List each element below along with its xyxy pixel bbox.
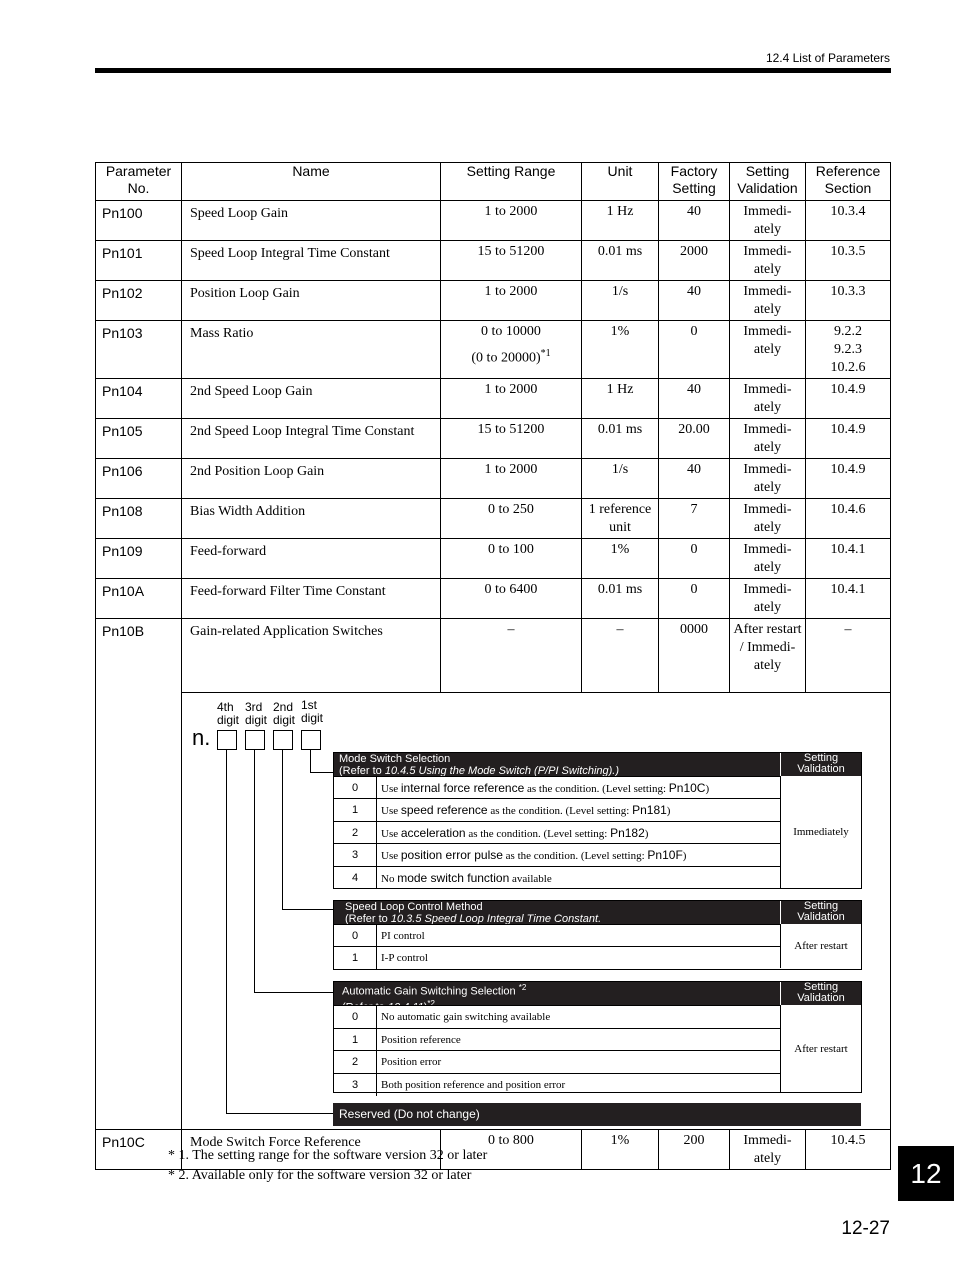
setting-range: 1 to 2000 xyxy=(441,201,582,241)
parameter-no: Pn104 xyxy=(96,379,182,419)
mode-switch-validation-header: Setting Validation xyxy=(780,753,861,776)
setting-range: 15 to 51200 xyxy=(441,241,582,281)
setting-validation: After restart / Immedi-​ately xyxy=(730,619,806,693)
setting-validation: Immedi-​ately xyxy=(730,459,806,499)
auto-gain-option-number: 1 xyxy=(351,1033,359,1046)
factory-setting: 40 xyxy=(659,459,730,499)
mode-switch-option-description: Use position error pulse as the condition. (Level setting: Pn10F) xyxy=(376,844,686,866)
factory-setting: 40 xyxy=(659,201,730,241)
parameter-name: Speed Loop Integral Time Constant xyxy=(182,241,441,281)
pn10b-digit-diagram xyxy=(182,693,891,1129)
parameter-no: Pn106 xyxy=(96,459,182,499)
speed-loop-option-number: 0 xyxy=(351,930,359,942)
connector-1st xyxy=(310,750,311,772)
reference-section: – xyxy=(806,619,891,693)
table-row xyxy=(96,579,891,619)
parameter-no: Pn109 xyxy=(96,539,182,579)
speed-loop-option-row xyxy=(334,946,780,969)
connector-2nd xyxy=(282,750,283,909)
auto-gain-ref: (Refer to 10.4.11)$^{*2}$ xyxy=(342,998,435,1014)
parameter-name: Position Loop Gain xyxy=(182,281,441,321)
connector-4th xyxy=(226,750,227,1113)
parameter-name: Bias Width Addition xyxy=(182,499,441,539)
speed-loop-option-number: 1 xyxy=(351,952,359,964)
parameter-no: Pn105 xyxy=(96,419,182,459)
table-row xyxy=(96,619,891,693)
parameter-no: Pn10A xyxy=(96,579,182,619)
parameter-name: 2nd Position Loop Gain xyxy=(182,459,441,499)
mode-switch-validation: Immediately xyxy=(780,776,861,888)
digit-box-4th xyxy=(217,730,237,750)
unit: 1% xyxy=(582,539,659,579)
reference-section: 10.4.6 xyxy=(806,499,891,539)
mode-switch-option-number: 2 xyxy=(351,826,359,839)
auto-gain-validation: After restart xyxy=(780,1005,861,1092)
reference-section: 10.4.9 xyxy=(806,379,891,419)
table-row xyxy=(96,379,891,419)
reference-section: 10.4.9 xyxy=(806,459,891,499)
mode-switch-option-description: Use acceleration as the condition. (Level setting: Pn182) xyxy=(376,822,648,844)
auto-gain-option-description: No automatic gain switching available xyxy=(376,1006,550,1029)
setting-range: – xyxy=(441,619,582,693)
setting-validation: Immedi-​ately xyxy=(730,1130,806,1170)
digit-label-2nd: 2nd digit xyxy=(273,700,296,727)
parameter-name: 2nd Speed Loop Integral Time Constant xyxy=(182,419,441,459)
setting-range: 1 to 2000 xyxy=(441,281,582,321)
mode-switch-option-row xyxy=(334,843,780,866)
setting-validation: Immedi-​ately xyxy=(730,201,806,241)
speed-loop-validation: After restart xyxy=(780,924,861,968)
footnote-1: * 1. The setting range for the software version 32 or later xyxy=(168,1148,488,1163)
mode-switch-option-description: No mode switch function available xyxy=(376,867,552,889)
page-number: 12-27 xyxy=(841,1218,890,1239)
speed-loop-header xyxy=(334,901,785,924)
mode-switch-option-number: 4 xyxy=(351,871,359,884)
table-row xyxy=(96,499,891,539)
col-header-setting-validation: Setting Validation xyxy=(730,163,806,201)
setting-validation: Immedi-​ately xyxy=(730,321,806,379)
table-row xyxy=(96,241,891,281)
speed-loop-option-row xyxy=(334,924,780,947)
unit: – xyxy=(582,619,659,693)
table-row xyxy=(96,539,891,579)
auto-gain-option-number: 3 xyxy=(351,1078,359,1091)
unit: 0.01 ms xyxy=(582,419,659,459)
connector-3rd xyxy=(254,750,255,992)
unit: 0.01 ms xyxy=(582,241,659,281)
setting-range: 0 to 100 xyxy=(441,539,582,579)
auto-gain-option-description: Position error xyxy=(376,1051,441,1074)
factory-setting: 0 xyxy=(659,539,730,579)
setting-validation: Immedi-​ately xyxy=(730,419,806,459)
table-row xyxy=(96,281,891,321)
auto-gain-option-row xyxy=(334,1028,780,1052)
reference-section: 10.3.4 xyxy=(806,201,891,241)
parameter-name: Gain-related Application Switches xyxy=(182,619,441,693)
setting-range: 1 to 2000 xyxy=(441,459,582,499)
mode-switch-title: Mode Switch Selection xyxy=(339,753,451,765)
unit: 1% xyxy=(582,321,659,379)
mode-switch-option-number: 1 xyxy=(351,804,359,817)
digit-box-2nd xyxy=(273,730,293,750)
col-header-parameter-no: Parameter No. xyxy=(96,163,182,201)
reference-section: 10.4.5 xyxy=(806,1130,891,1170)
reference-section: 10.4.1 xyxy=(806,539,891,579)
col-header-reference-section: Reference Section xyxy=(806,163,891,201)
reference-section: 10.3.5 xyxy=(806,241,891,281)
chapter-tab: 12 xyxy=(898,1146,954,1201)
setting-validation: Immedi-​ately xyxy=(730,241,806,281)
digit-label-3rd: 3rd digit xyxy=(245,700,268,727)
table-row xyxy=(96,201,891,241)
auto-gain-option-description: Position reference xyxy=(376,1029,461,1052)
footnote-2: * 2. Available only for the software version 32 or later xyxy=(168,1168,472,1183)
setting-range: 0 to 6400 xyxy=(441,579,582,619)
auto-gain-option-row xyxy=(334,1073,780,1097)
table-row xyxy=(96,321,891,379)
col-header-name: Name xyxy=(182,163,441,201)
parameter-name: Mode Switch Force Reference xyxy=(182,1130,441,1170)
mode-switch-option-number: 0 xyxy=(351,782,359,794)
unit: 1 Hz xyxy=(582,379,659,419)
parameter-no-continued xyxy=(96,693,182,1130)
factory-setting: 200 xyxy=(659,1130,730,1170)
setting-validation: Immedi-​ately xyxy=(730,281,806,321)
auto-gain-panel xyxy=(333,981,862,1093)
setting-validation: Immedi-​ately xyxy=(730,499,806,539)
digit-box-3rd xyxy=(245,730,265,750)
table-row xyxy=(96,419,891,459)
connector-1st-h xyxy=(310,772,334,773)
factory-setting: 7 xyxy=(659,499,730,539)
auto-gain-option-number: 2 xyxy=(351,1056,359,1068)
parameter-no: Pn103 xyxy=(96,321,182,379)
parameter-name: Mass Ratio xyxy=(182,321,441,379)
connector-3rd-h xyxy=(254,992,334,993)
speed-loop-validation-header: Setting Validation xyxy=(780,901,861,924)
diagram-row xyxy=(96,693,891,1130)
factory-setting: 2000 xyxy=(659,241,730,281)
speed-loop-title: Speed Loop Control Method xyxy=(345,901,483,913)
factory-setting: 40 xyxy=(659,281,730,321)
auto-gain-title: Automatic Gain Switching Selection $^{*2}$ xyxy=(342,983,527,998)
factory-setting: 0 xyxy=(659,579,730,619)
parameter-no: Pn100 xyxy=(96,201,182,241)
setting-range: 0 to 10000 (0 to 20000)$^{*1}$ xyxy=(441,321,582,379)
parameter-name: Feed-forward xyxy=(182,539,441,579)
auto-gain-header xyxy=(334,982,780,1014)
digit-label-1st: 1st digit xyxy=(301,698,324,725)
pn10b-diagram-cell xyxy=(182,693,891,1130)
col-header-setting-range: Setting Range xyxy=(441,163,582,201)
parameter-no: Pn102 xyxy=(96,281,182,321)
mode-switch-option-row xyxy=(334,798,780,821)
setting-range: 15 to 51200 xyxy=(441,419,582,459)
setting-range: 0 to 250 xyxy=(441,499,582,539)
digit-box-1st xyxy=(301,730,321,750)
mode-switch-header xyxy=(334,753,785,776)
auto-gain-validation-header: Setting Validation xyxy=(780,982,861,1005)
parameter-table xyxy=(95,162,891,1170)
auto-gain-option-row xyxy=(334,1050,780,1074)
mode-switch-panel xyxy=(333,752,862,889)
parameter-name: 2nd Speed Loop Gain xyxy=(182,379,441,419)
auto-gain-option-description: Both position reference and position error xyxy=(376,1074,565,1097)
parameter-name: Speed Loop Gain xyxy=(182,201,441,241)
setting-range: 0 to 800 xyxy=(441,1130,582,1170)
unit: 1 Hz xyxy=(582,201,659,241)
setting-range: 1 to 2000 xyxy=(441,379,582,419)
parameter-no: Pn10C xyxy=(96,1130,182,1170)
speed-loop-option-description: PI control xyxy=(376,925,425,947)
col-header-unit: Unit xyxy=(582,163,659,201)
mode-switch-option-row xyxy=(334,821,780,844)
mode-switch-option-description: Use speed reference as the condition. (Level setting: Pn181) xyxy=(376,799,670,821)
mode-switch-option-number: 3 xyxy=(351,849,359,862)
running-header: 12.4 List of Parameters xyxy=(765,51,890,65)
reference-section: 10.4.9 xyxy=(806,419,891,459)
n-prefix: n. xyxy=(192,725,211,750)
mode-switch-ref: (Refer to 10.4.5 Using the Mode Switch (P/PI Switching).) xyxy=(339,765,620,777)
parameter-no: Pn10B xyxy=(96,619,182,693)
mode-switch-option-row xyxy=(334,866,780,889)
connector-4th-h xyxy=(226,1113,334,1114)
factory-setting: 20.00 xyxy=(659,419,730,459)
speed-loop-ref: (Refer to 10.3.5 Speed Loop Integral Time Constant. xyxy=(345,913,602,925)
unit: 0.01 ms xyxy=(582,579,659,619)
header-rule xyxy=(95,68,891,73)
setting-validation: Immedi-​ately xyxy=(730,539,806,579)
unit: 1/s xyxy=(582,459,659,499)
factory-setting: 0 xyxy=(659,321,730,379)
factory-setting: 0000 xyxy=(659,619,730,693)
speed-loop-option-description: I-P control xyxy=(376,947,428,969)
mode-switch-option-description: Use internal force reference as the condition. (Level setting: Pn10C) xyxy=(376,777,709,799)
parameter-no: Pn101 xyxy=(96,241,182,281)
reference-section: 9.2.2 9.2.3 10.2.6 xyxy=(806,321,891,379)
auto-gain-option-row xyxy=(334,1005,780,1029)
auto-gain-option-number: 0 xyxy=(351,1011,359,1023)
unit: 1/s xyxy=(582,281,659,321)
digit-label-4th: 4th digit xyxy=(217,700,240,727)
factory-setting: 40 xyxy=(659,379,730,419)
reserved-bar: Reserved (Do not change) xyxy=(333,1103,861,1126)
col-header-factory-setting: Factory Setting xyxy=(659,163,730,201)
unit: 1% xyxy=(582,1130,659,1170)
reference-section: 10.4.1 xyxy=(806,579,891,619)
parameter-name: Feed-forward Filter Time Constant xyxy=(182,579,441,619)
mode-switch-option-row xyxy=(334,776,780,799)
parameter-no: Pn108 xyxy=(96,499,182,539)
reference-section: 10.3.3 xyxy=(806,281,891,321)
setting-validation: Immedi-​ately xyxy=(730,379,806,419)
speed-loop-panel xyxy=(333,900,862,970)
unit: 1 reference unit xyxy=(582,499,659,539)
connector-2nd-h xyxy=(282,909,334,910)
setting-validation: Immedi-​ately xyxy=(730,579,806,619)
table-row xyxy=(96,459,891,499)
